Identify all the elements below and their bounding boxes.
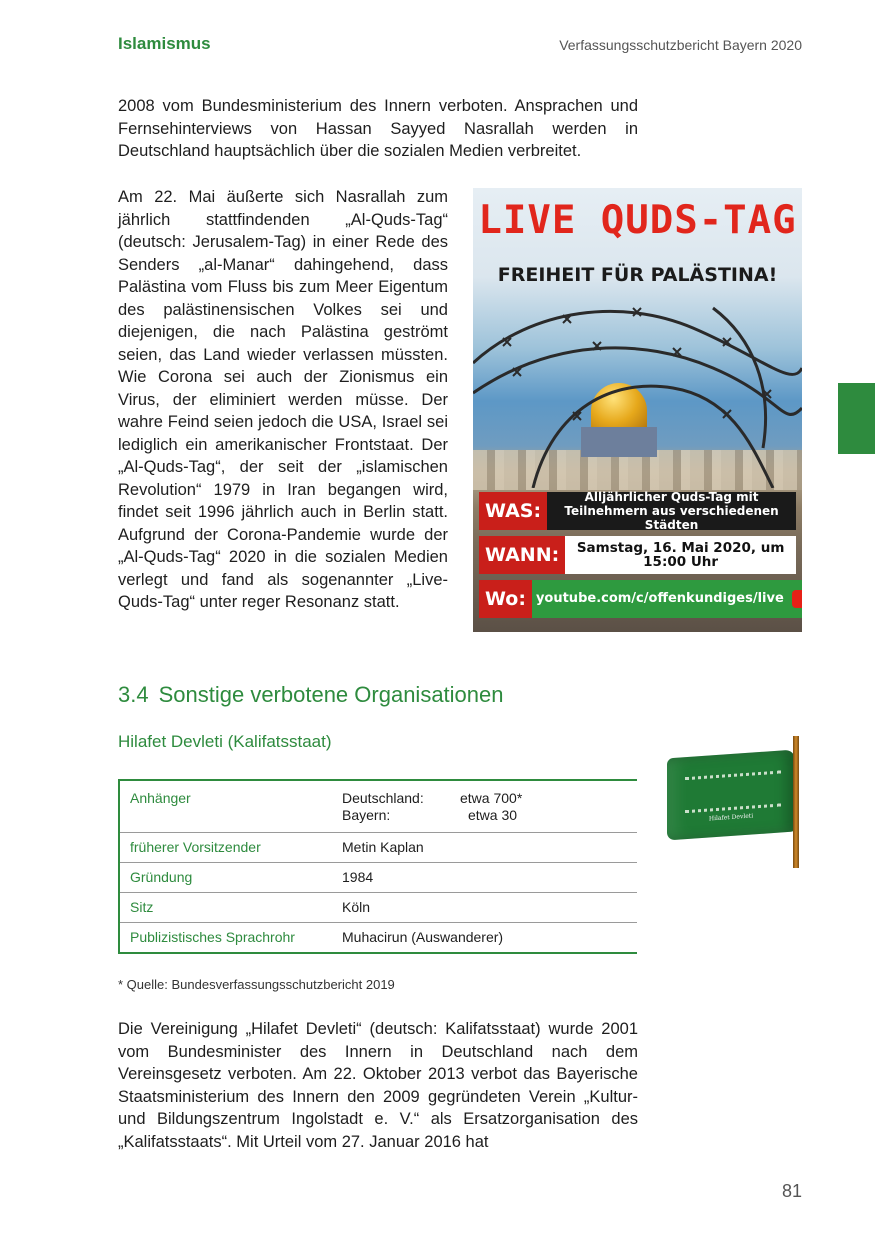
table-row xyxy=(119,893,637,923)
table-row xyxy=(119,780,637,833)
poster-wo-label: Wo: xyxy=(479,580,532,618)
organization-heading: Hilafet Devleti (Kalifatsstaat) xyxy=(118,732,332,751)
youtube-play-icon xyxy=(792,590,802,608)
section-title: Sonstige verbotene Organisationen xyxy=(158,682,504,707)
fact-value: 1984 xyxy=(320,863,637,893)
flag-caption: Hilafet Devleti xyxy=(708,812,754,823)
running-header-section: Islamismus xyxy=(118,34,211,53)
fact-label: Sitz xyxy=(119,893,320,923)
poster-wo-value: youtube.com/c/offenkundiges/live xyxy=(535,591,784,606)
kalifatsstaat-paragraph: Die Vereinigung „Hilafet Devleti“ (deutsch: Kalifatsstaat) wurde 2001 vom Bundesminister des Innern in Deutschland nach dem Vereinsgesetz verboten. Am 22. Oktober 2013 verbot das Bayerische Staatsministerium des Innern den 2009 gegründeten Verein „Kultur- und Bildungszentrum Ingolstadt e. V.“ als Ersatzorganisation des „Kalifatsstaats“. Mit Urteil vom 27. Januar 2016 hat xyxy=(118,1020,638,1151)
table-row xyxy=(119,923,637,954)
fact-value: Köln xyxy=(320,893,637,923)
region-label: Deutschland: xyxy=(342,790,424,806)
kalifatsstaat-flag-image xyxy=(663,736,803,868)
poster-wo-value-wrap xyxy=(532,580,802,618)
poster-was-label: WAS: xyxy=(479,492,547,530)
quds-day-paragraph: Am 22. Mai äußerte sich Nasrallah zum jährlich stattfindenden „Al-Quds-Tag“ (deutsch: Jerusalem-Tag) in einer Rede des Senders „al-Manar“ dahingehend, dass Palästina vom Fluss bis zum Meer Eigentum des palästinensischen Volkes sei und diejenigen, die nach Palästina geströmt seien, das Land wieder verlassen müssten. Wie Corona sei auch der Zionismus ein Virus, der eliminiert werden müsse. Der wahre Feind seien jedoch die USA, Israel sei lediglich ein amerikanischer Frontstaat. Der „Al-Quds-Tag“, der seit der „islamischen Revolution“ 1979 in Iran begangen wird, findet seit 1996 jährlich auch in Berlin statt. Aufgrund der Corona-Pandemie wurde der „Al-Quds-Tag“ 2020 in die sozialen Medien verlegt und fand als sogenannter „Live-Quds-Tag“ unter reger Resonanz statt. xyxy=(118,188,448,611)
arabic-script-icon xyxy=(685,771,781,814)
organization-fact-table xyxy=(118,779,637,954)
poster-wann-value: Samstag, 16. Mai 2020, um 15:00 Uhr xyxy=(565,536,796,574)
intro-paragraph: 2008 vom Bundesministerium des Innern verboten. Ansprachen und Fernsehinterviews von Hassan Sayyed Nasrallah werden in Deutschland hauptsächlich über die sozialen Medien verbreitet. xyxy=(118,97,638,160)
followers-count: etwa 700* xyxy=(460,790,523,806)
poster-wann-row xyxy=(479,536,796,574)
flag-cloth xyxy=(667,750,795,841)
poster-was-value: Alljährlicher Quds-Tag mit Teilnehmern aus verschiedenen Städten xyxy=(547,492,796,530)
running-header-title: Verfassungsschutzbericht Bayern 2020 xyxy=(559,37,802,53)
section-number: 3.4 xyxy=(118,682,149,707)
followers-germany xyxy=(342,790,627,807)
fact-value: Muhacirun (Auswanderer) xyxy=(342,929,504,945)
table-row xyxy=(119,833,637,863)
poster-wann-label: WANN: xyxy=(479,536,565,574)
table-footnote: * Quelle: Bundesverfassungsschutzbericht 2019 xyxy=(118,977,395,992)
poster-was-row xyxy=(479,492,796,530)
flag-pole xyxy=(793,736,799,868)
chapter-marker-tab xyxy=(838,383,875,454)
fact-label: früherer Vorsitzender xyxy=(119,833,320,863)
poster-subtitle: FREIHEIT FÜR PALÄSTINA! xyxy=(497,264,778,286)
fact-value xyxy=(320,780,637,833)
table-row xyxy=(119,863,637,893)
section-heading xyxy=(118,682,504,708)
fact-value: Metin Kaplan xyxy=(320,833,637,863)
fact-label: Anhänger xyxy=(119,780,320,833)
poster-title: LIVE QUDS-TAG xyxy=(478,198,797,243)
fact-label: Publizistisches Sprachrohr xyxy=(130,929,295,945)
poster-wo-row xyxy=(479,580,796,618)
fact-label: Gründung xyxy=(119,863,320,893)
followers-count: etwa 30 xyxy=(468,807,518,823)
page-number: 81 xyxy=(781,1181,802,1201)
followers-bavaria xyxy=(342,807,627,824)
live-quds-tag-poster xyxy=(473,188,802,632)
region-label: Bayern: xyxy=(342,807,391,823)
